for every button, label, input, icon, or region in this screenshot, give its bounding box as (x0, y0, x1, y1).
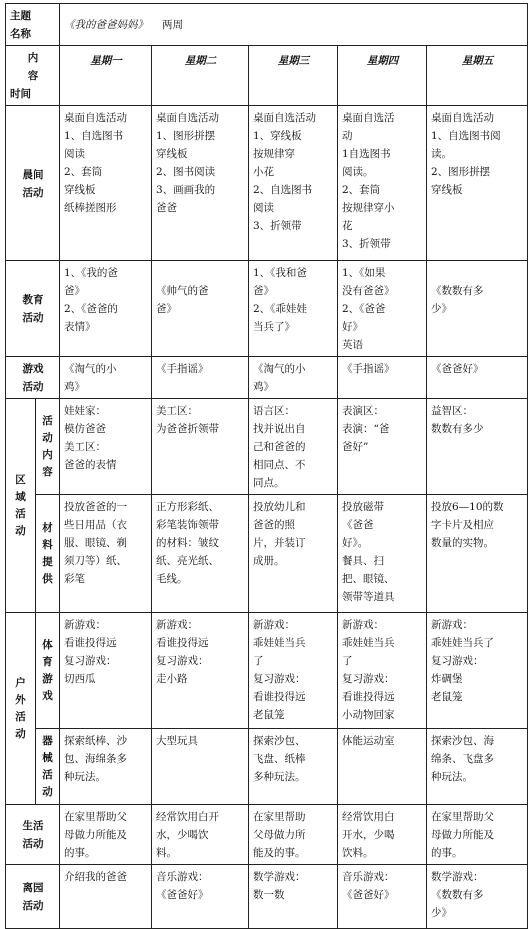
area-material-mon: 投放爸爸的一 些日用品（衣 服、眼镜、剃 须刀等）纸、 彩笔 (60, 495, 152, 613)
area-sub-content-label: 活 动 内 容 (42, 414, 53, 478)
outdoor-equipment-thu: 体能运动室 (338, 729, 427, 805)
area-sub-material (36, 495, 60, 613)
game-thu: 《手指谣》 (338, 357, 427, 399)
theme-label: 主题 名称 (6, 4, 60, 46)
outdoor-sport-thu: 新游戏： 乖娃娃当兵 了 复习游戏： 看谁投得远 小动物回家 (338, 613, 427, 729)
category-education: 教育 活动 (6, 261, 60, 357)
category-game: 游戏 活动 (6, 357, 60, 399)
area-content-wed: 语言区： 找并说出自 己和爸爸的 相同点、不 同点。 (249, 399, 338, 495)
morning-mon: 桌面自选活动 1、自选图书 阅读 2、套筒 穿线板 纸棒搓图形 (60, 106, 152, 261)
category-leaving: 离园 活动 (6, 865, 60, 929)
day-wednesday: 星期三 (249, 46, 338, 106)
area-material-row (6, 495, 528, 613)
day-monday: 星期一 (60, 46, 152, 106)
outdoor-sport-mon: 新游戏： 看谁投得远 复习游戏： 切西瓜 (60, 613, 152, 729)
education-row (6, 261, 528, 357)
outdoor-sport-tue: 新游戏： 看谁投得远 复习游戏： 走小路 (152, 613, 249, 729)
area-material-fri: 投放6—10的数 字卡片及相应 数量的实物。 (427, 495, 528, 613)
outdoor-sub-equipment (36, 729, 60, 805)
outdoor-sub-sport-label: 体 育 游 戏 (42, 638, 53, 702)
day-friday: 星期五 (427, 46, 528, 106)
game-wed: 《淘气的小 鸡》 (249, 357, 338, 399)
day-thursday: 星期四 (338, 46, 427, 106)
leaving-thu: 音乐游戏： 《爸爸好》 (338, 865, 427, 929)
theme-title: 《我的爸爸妈妈》 (64, 19, 148, 31)
corner-time: 时间 (10, 88, 31, 100)
morning-wed: 桌面自选活动 1、穿线板 按规律穿 小花 2、自选图书 阅读 3、折领带 (249, 106, 338, 261)
category-area-label: 区 域 活 动 (15, 473, 26, 537)
leaving-wed: 数学游戏： 数一数 (249, 865, 338, 929)
weekly-plan-table (5, 3, 528, 929)
morning-fri: 桌面自选活动 1、自选图书阅 读。 2、图形拼摆 穿线板 (427, 106, 528, 261)
category-area (6, 399, 36, 613)
outdoor-sport-wed: 新游戏： 乖娃娃当兵 了 复习游戏： 看谁投得远 老鼠笼 (249, 613, 338, 729)
education-fri: 《数数有多 少》 (427, 261, 528, 357)
corner-cell (6, 46, 60, 106)
life-tue: 经常饮用白开 水，少喝饮 料。 (152, 805, 249, 865)
theme-row (6, 4, 528, 46)
outdoor-sub-sport (36, 613, 60, 729)
outdoor-equipment-fri: 探索沙包、海 绵条、飞盘多 种玩法。 (427, 729, 528, 805)
outdoor-sport-fri: 新游戏： 乖娃娃当兵了 复习游戏： 炸碉堡 老鼠笼 (427, 613, 528, 729)
game-fri: 《爸爸好》 (427, 357, 528, 399)
morning-row (6, 106, 528, 261)
game-tue: 《手指谣》 (152, 357, 249, 399)
area-content-row (6, 399, 528, 495)
area-content-tue: 美工区： 为爸爸折领带 (152, 399, 249, 495)
category-outdoor (6, 613, 36, 805)
game-row (6, 357, 528, 399)
life-fri: 在家里帮助父 母做力所能及 的事。 (427, 805, 528, 865)
morning-thu: 桌面自选活 动 1自选图书 阅读。 2、套筒 按规律穿小 花 3、折领带 (338, 106, 427, 261)
education-mon: 1、《我的爸 爸》 2、《爸爸的 表情》 (60, 261, 152, 357)
corner-content: 内 容 (27, 52, 39, 82)
leaving-row (6, 865, 528, 929)
leaving-mon: 介绍我的爸爸 (60, 865, 152, 929)
outdoor-sub-equipment-label: 器 械 活 动 (42, 734, 53, 798)
outdoor-equipment-mon: 探索纸棒、沙 包、海绵条多 种玩法。 (60, 729, 152, 805)
category-outdoor-label: 户 外 活 动 (15, 676, 26, 740)
area-material-wed: 投放幼儿和 爸爸的照 片，并装订 成册。 (249, 495, 338, 613)
leaving-tue: 音乐游戏： 《爸爸好》 (152, 865, 249, 929)
morning-tue: 桌面自选活动 1、图形拼摆 穿线板 2、图书阅读 3、画画我的 爸爸 (152, 106, 249, 261)
life-wed: 在家里帮助 父母做力所 能及的事。 (249, 805, 338, 865)
education-tue: 《帅气的爸 爸》 (152, 261, 249, 357)
theme-duration: 两周 (162, 19, 183, 31)
outdoor-equipment-wed: 探索沙包、 飞盘、纸棒 多种玩法。 (249, 729, 338, 805)
game-mon: 《淘气的小 鸡》 (60, 357, 152, 399)
category-morning: 晨间 活动 (6, 106, 60, 261)
area-content-fri: 益智区： 数数有多少 (427, 399, 528, 495)
education-thu: 1、《如果 没有爸爸》 2、《爸爸 好》 英语 (338, 261, 427, 357)
area-sub-content (36, 399, 60, 495)
area-sub-material-label: 材 料 提 供 (42, 521, 53, 585)
area-material-thu: 投放磁带 《爸爸 好》。 餐具、扫 把、眼镜、 领带等道具 (338, 495, 427, 613)
outdoor-equipment-tue: 大型玩具 (152, 729, 249, 805)
leaving-fri: 数学游戏： 《数数有多 少》 (427, 865, 528, 929)
life-thu: 经常饮用白 开水，少喝 饮料。 (338, 805, 427, 865)
outdoor-equipment-row (6, 729, 528, 805)
area-content-mon: 娃娃家： 模仿爸爸 美工区： 爸爸的表情 (60, 399, 152, 495)
category-life: 生活 活动 (6, 805, 60, 865)
day-tuesday: 星期二 (152, 46, 249, 106)
outdoor-sport-row (6, 613, 528, 729)
life-mon: 在家里帮助父 母做力所能及 的事。 (60, 805, 152, 865)
area-content-thu: 表演区： 表演：“爸 爸好” (338, 399, 427, 495)
day-header-row (6, 46, 528, 106)
education-wed: 1、《我和爸 爸》 2、《乖娃娃 当兵了》 (249, 261, 338, 357)
life-row (6, 805, 528, 865)
area-material-tue: 正方形彩纸、 彩笔装饰领带 的材料：皱纹 纸、亮光纸、 毛线。 (152, 495, 249, 613)
theme-title-cell (60, 4, 528, 46)
